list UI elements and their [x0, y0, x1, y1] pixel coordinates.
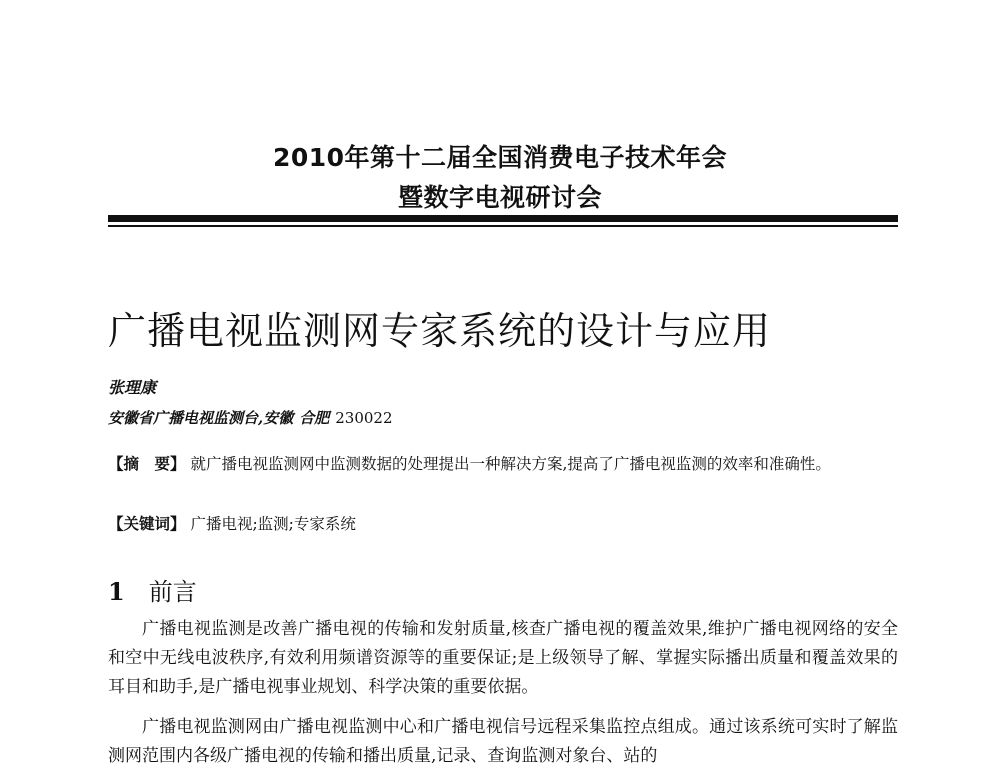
- keywords-text: 广播电视;监测;专家系统: [190, 515, 356, 533]
- abstract-text: 就广播电视监测网中监测数据的处理提出一种解决方案,提高了广播电视监测的效率和准确性。: [190, 455, 831, 473]
- affiliation-postcode: 230022: [335, 409, 393, 427]
- body-paragraph: 广播电视监测网由广播电视监测中心和广播电视信号远程采集监控点组成。通过该系统可实时了解监测网范围内各级广播电视的传输和播出质量,记录、查询监测对象台、站的: [108, 717, 898, 766]
- keywords-label: 【关键词】: [108, 515, 186, 533]
- section-number: 1: [108, 577, 125, 606]
- affiliation: [108, 407, 393, 428]
- abstract-label: 【摘 要】: [108, 455, 186, 473]
- conference-title-line2: 暨数字电视研讨会: [397, 183, 602, 212]
- header-rule-thick: [108, 215, 898, 222]
- author-name: 张理康: [108, 378, 157, 397]
- abstract: [108, 450, 898, 478]
- header-rule-thin: [108, 225, 898, 227]
- body-paragraph: 广播电视监测是改善广播电视的传输和发射质量,核查广播电视的覆盖效果,维护广播电视网络的安全和空中无线电波秩序,有效利用频谱资源等的重要保证;是上级领导了解、掌握实际播出质量和覆盖效果的耳目和助手,是广播电视事业规划、科学决策的重要依据。: [108, 619, 898, 697]
- affiliation-city: 合肥: [299, 409, 330, 427]
- affiliation-org: 安徽省广播电视监测台,安徽: [108, 409, 294, 427]
- conference-title-line1: 2010年第十二届全国消费电子技术年会: [272, 143, 728, 172]
- paper-title: 广播电视监测网专家系统的设计与应用: [108, 309, 772, 353]
- keywords: [108, 510, 898, 538]
- section-title: 前言: [148, 578, 197, 606]
- section-heading: [108, 572, 197, 607]
